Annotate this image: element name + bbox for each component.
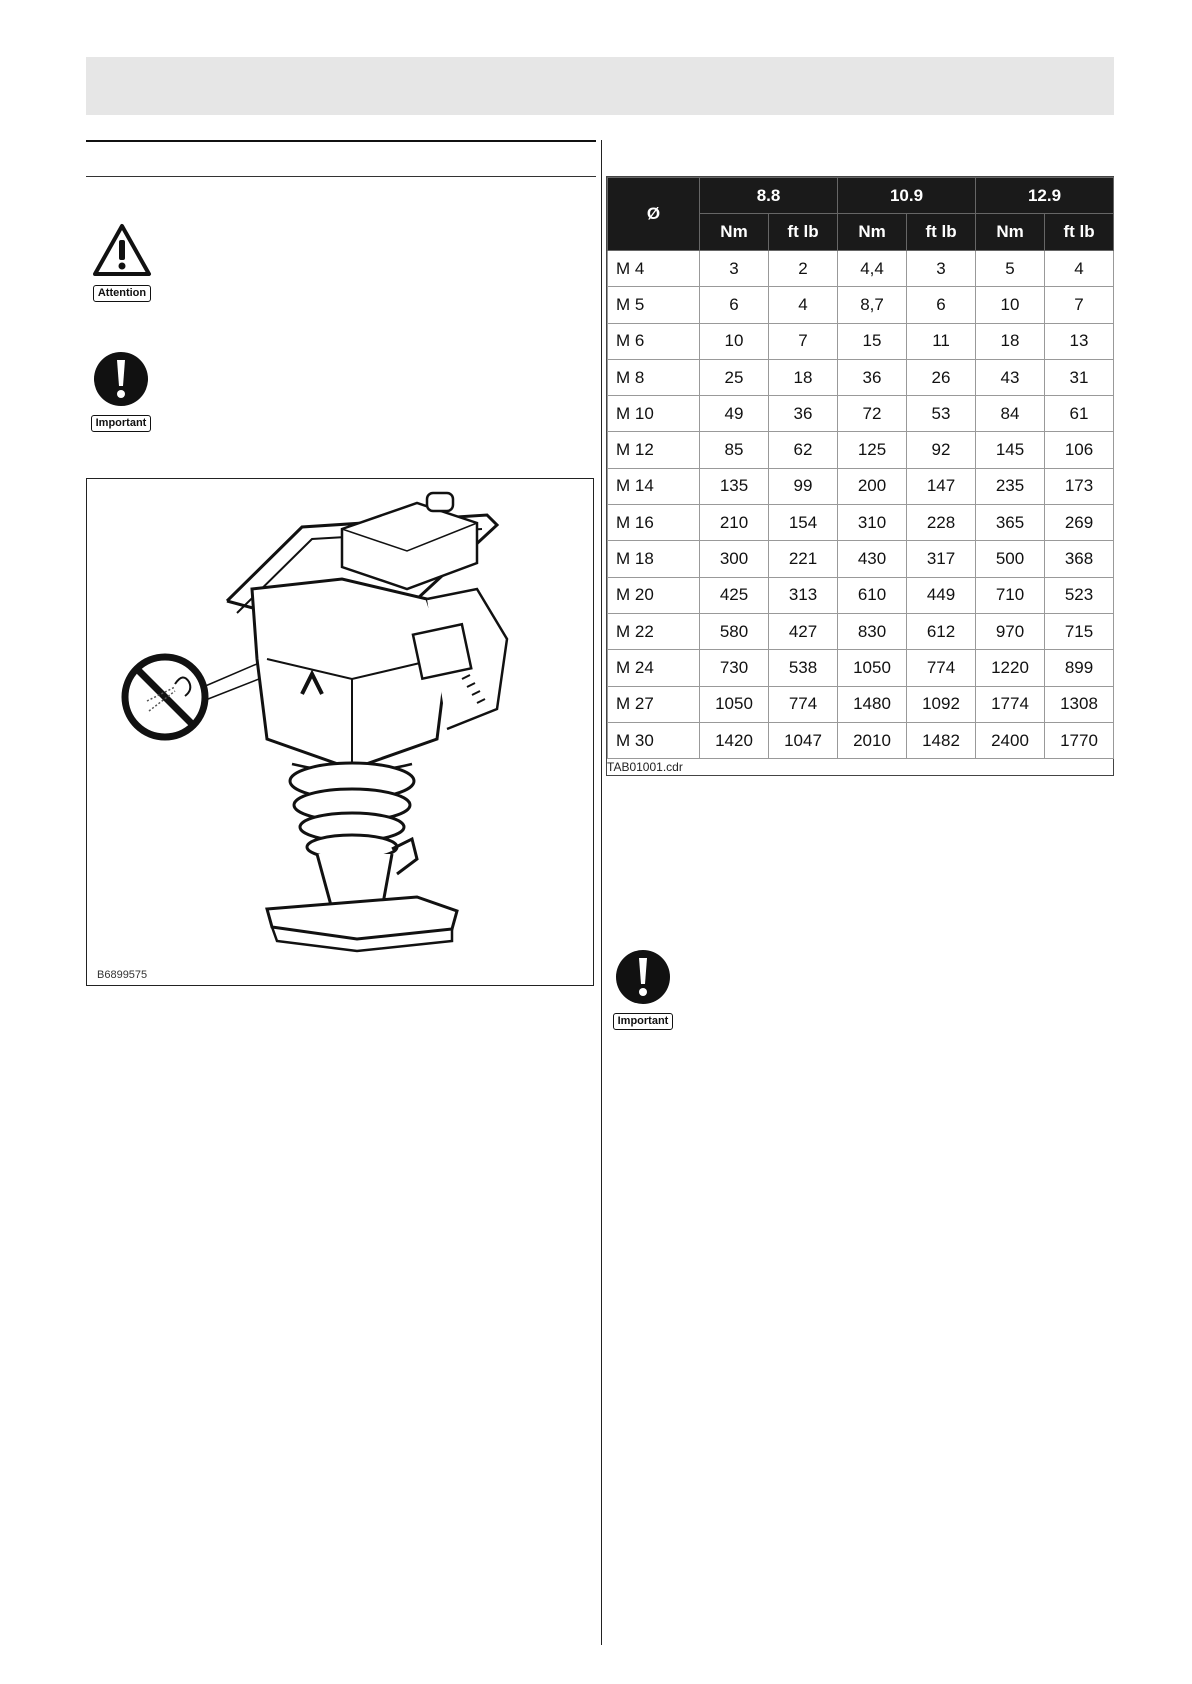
torque-value-cell: 84: [976, 396, 1045, 432]
table-row: [608, 650, 1114, 686]
torque-value-cell: 173: [1045, 468, 1114, 504]
torque-value-cell: 970: [976, 613, 1045, 649]
torque-value-cell: 135: [700, 468, 769, 504]
torque-value-cell: 18: [769, 359, 838, 395]
torque-value-cell: 1050: [700, 686, 769, 722]
torque-value-cell: 610: [838, 577, 907, 613]
torque-value-cell: 269: [1045, 505, 1114, 541]
table-row: [608, 432, 1114, 468]
torque-value-cell: 7: [769, 323, 838, 359]
torque-value-cell: 125: [838, 432, 907, 468]
torque-value-cell: 310: [838, 505, 907, 541]
torque-value-cell: 6: [907, 287, 976, 323]
bolt-size-cell: M 10: [608, 396, 700, 432]
bolt-size-cell: M 4: [608, 251, 700, 287]
torque-value-cell: 25: [700, 359, 769, 395]
bolt-size-cell: M 30: [608, 722, 700, 758]
torque-value-cell: 147: [907, 468, 976, 504]
no-water-spray-icon: [125, 657, 205, 737]
torque-value-cell: 774: [769, 686, 838, 722]
torque-value-cell: 36: [838, 359, 907, 395]
torque-value-cell: 365: [976, 505, 1045, 541]
table-row: [608, 251, 1114, 287]
grade-header: 12.9: [976, 178, 1114, 214]
torque-value-cell: 10: [976, 287, 1045, 323]
torque-value-cell: 1092: [907, 686, 976, 722]
torque-value-cell: 715: [1045, 613, 1114, 649]
torque-value-cell: 92: [907, 432, 976, 468]
bolt-size-cell: M 6: [608, 323, 700, 359]
exclamation-circle-icon: [92, 350, 150, 408]
torque-value-cell: 430: [838, 541, 907, 577]
table-row: [608, 323, 1114, 359]
attention-label: Attention: [93, 285, 151, 302]
torque-value-cell: 62: [769, 432, 838, 468]
torque-value-cell: 53: [907, 396, 976, 432]
bolt-size-cell: M 14: [608, 468, 700, 504]
torque-value-cell: 10: [700, 323, 769, 359]
torque-value-cell: 710: [976, 577, 1045, 613]
torque-value-cell: 2010: [838, 722, 907, 758]
torque-value-cell: 7: [1045, 287, 1114, 323]
table-row: [608, 541, 1114, 577]
table-row: [608, 468, 1114, 504]
torque-value-cell: 4: [769, 287, 838, 323]
table-row: [608, 359, 1114, 395]
torque-value-cell: 300: [700, 541, 769, 577]
unit-header: ft lb: [1045, 214, 1114, 251]
torque-value-cell: 36: [769, 396, 838, 432]
torque-value-cell: 425: [700, 577, 769, 613]
torque-value-cell: 313: [769, 577, 838, 613]
table-row: [608, 577, 1114, 613]
torque-value-cell: 1480: [838, 686, 907, 722]
torque-value-cell: 3: [907, 251, 976, 287]
unit-header: Nm: [976, 214, 1045, 251]
torque-value-cell: 427: [769, 613, 838, 649]
attention-sign: [90, 222, 154, 302]
torque-value-cell: 523: [1045, 577, 1114, 613]
torque-value-cell: 85: [700, 432, 769, 468]
important-sign: [612, 948, 674, 1030]
torque-value-cell: 1308: [1045, 686, 1114, 722]
grade-header: 8.8: [700, 178, 838, 214]
torque-value-cell: 13: [1045, 323, 1114, 359]
torque-value-cell: 106: [1045, 432, 1114, 468]
torque-value-cell: 730: [700, 650, 769, 686]
torque-value-cell: 500: [976, 541, 1045, 577]
torque-value-cell: 1050: [838, 650, 907, 686]
table-row: [608, 722, 1114, 758]
torque-value-cell: 235: [976, 468, 1045, 504]
bolt-size-cell: M 24: [608, 650, 700, 686]
important-sign: [90, 350, 152, 432]
unit-header: Nm: [700, 214, 769, 251]
grade-header: 10.9: [838, 178, 976, 214]
torque-value-cell: 8,7: [838, 287, 907, 323]
column-divider: [601, 140, 602, 1645]
bolt-size-cell: M 18: [608, 541, 700, 577]
unit-header: ft lb: [907, 214, 976, 251]
bolt-size-cell: M 20: [608, 577, 700, 613]
header-bar: [86, 57, 1114, 115]
bolt-size-cell: M 16: [608, 505, 700, 541]
torque-value-cell: 18: [976, 323, 1045, 359]
torque-value-cell: 4,4: [838, 251, 907, 287]
bolt-size-cell: M 12: [608, 432, 700, 468]
torque-value-cell: 4: [1045, 251, 1114, 287]
torque-value-cell: 221: [769, 541, 838, 577]
diameter-header: Ø: [608, 178, 700, 251]
bolt-size-cell: M 5: [608, 287, 700, 323]
unit-header: Nm: [838, 214, 907, 251]
unit-header: ft lb: [769, 214, 838, 251]
torque-value-cell: 317: [907, 541, 976, 577]
exclamation-circle-icon: [614, 948, 672, 1006]
warning-triangle-icon: [91, 222, 153, 278]
table-row: [608, 613, 1114, 649]
bolt-size-cell: M 8: [608, 359, 700, 395]
table-row: [608, 505, 1114, 541]
torque-value-cell: 5: [976, 251, 1045, 287]
torque-value-cell: 11: [907, 323, 976, 359]
table-row: [608, 287, 1114, 323]
torque-value-cell: 449: [907, 577, 976, 613]
torque-value-cell: 774: [907, 650, 976, 686]
torque-value-cell: 1482: [907, 722, 976, 758]
torque-value-cell: 154: [769, 505, 838, 541]
torque-value-cell: 3: [700, 251, 769, 287]
torque-value-cell: 580: [700, 613, 769, 649]
torque-value-cell: 43: [976, 359, 1045, 395]
important-label: Important: [91, 415, 152, 432]
torque-value-cell: 99: [769, 468, 838, 504]
table-row: [608, 686, 1114, 722]
torque-value-cell: 368: [1045, 541, 1114, 577]
torque-value-cell: 6: [700, 287, 769, 323]
torque-value-cell: 1770: [1045, 722, 1114, 758]
torque-value-cell: 61: [1045, 396, 1114, 432]
torque-value-cell: 15: [838, 323, 907, 359]
torque-value-cell: 1420: [700, 722, 769, 758]
torque-value-cell: 210: [700, 505, 769, 541]
section-rule-bottom: [86, 176, 596, 177]
torque-value-cell: 145: [976, 432, 1045, 468]
important-label: Important: [613, 1013, 674, 1030]
torque-value-cell: 538: [769, 650, 838, 686]
table-row: [608, 396, 1114, 432]
torque-value-cell: 2400: [976, 722, 1045, 758]
torque-value-cell: 830: [838, 613, 907, 649]
bolt-size-cell: M 27: [608, 686, 700, 722]
torque-value-cell: 49: [700, 396, 769, 432]
figure-caption: B6899575: [97, 969, 148, 981]
torque-value-cell: 72: [838, 396, 907, 432]
bolt-size-cell: M 22: [608, 613, 700, 649]
torque-value-cell: 1774: [976, 686, 1045, 722]
torque-value-cell: 1047: [769, 722, 838, 758]
torque-table: [607, 177, 1114, 759]
torque-value-cell: 612: [907, 613, 976, 649]
torque-value-cell: 1220: [976, 650, 1045, 686]
rammer-illustration: [87, 479, 592, 959]
table-caption: TAB01001.cdr: [607, 760, 683, 774]
torque-value-cell: 26: [907, 359, 976, 395]
torque-value-cell: 228: [907, 505, 976, 541]
torque-value-cell: 2: [769, 251, 838, 287]
section-rule-top: [86, 140, 596, 142]
torque-table-body: [608, 251, 1114, 759]
torque-value-cell: 31: [1045, 359, 1114, 395]
torque-value-cell: 200: [838, 468, 907, 504]
torque-table-wrap: [606, 176, 1114, 776]
torque-value-cell: 899: [1045, 650, 1114, 686]
rammer-figure: [86, 478, 594, 986]
